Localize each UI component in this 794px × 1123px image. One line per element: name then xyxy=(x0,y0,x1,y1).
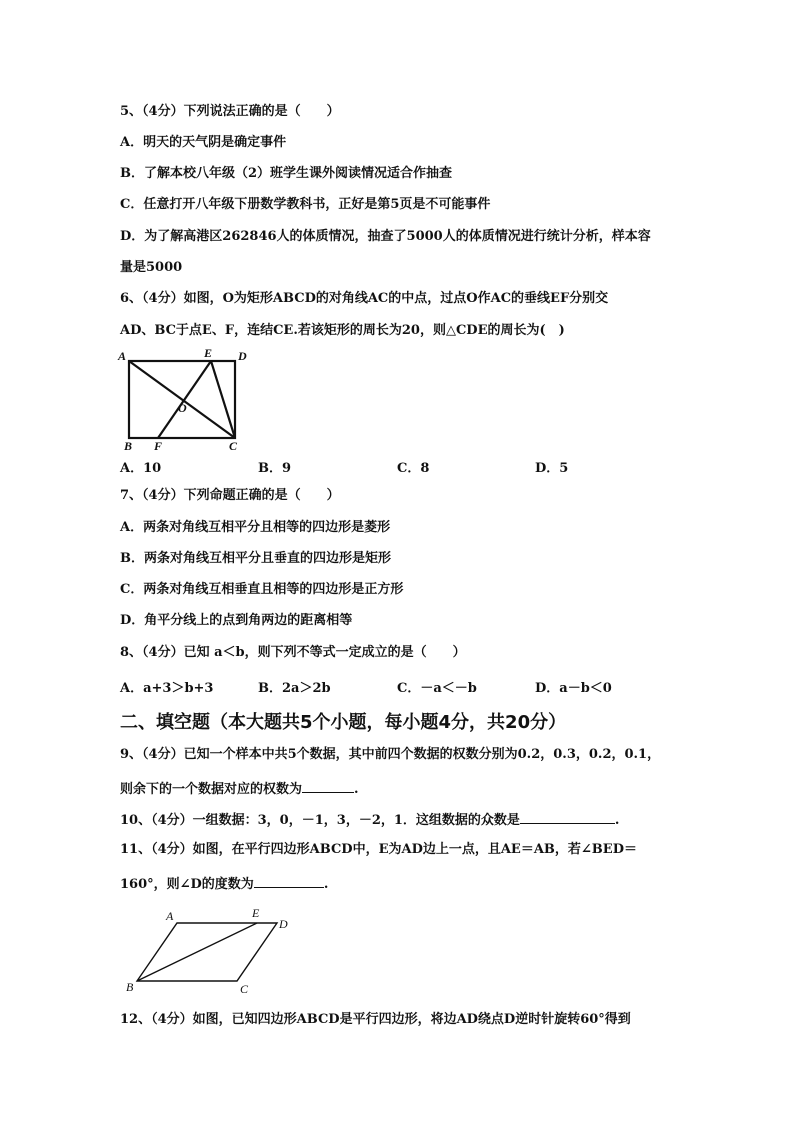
q10-answer-blank[interactable] xyxy=(520,810,615,824)
label-o: O xyxy=(178,401,187,415)
label-b: B xyxy=(126,980,134,994)
section2-heading: 二、填空题（本大题共5个小题，每小题4分，共20分） xyxy=(120,712,567,733)
q6-option-d: D．5 xyxy=(535,461,569,476)
q6-option-b: B．9 xyxy=(258,461,292,476)
q9-line2-end: . xyxy=(354,782,359,797)
q10-text: 10、（4分）一组数据：3，0，－1，3，－2，1．这组数据的众数是 xyxy=(120,813,520,828)
q9-answer-blank[interactable] xyxy=(302,779,354,793)
label-c: C xyxy=(229,439,238,452)
q11-parallelogram-figure xyxy=(120,903,300,997)
q5-option-c: C．任意打开八年级下册数学教科书，正好是第5页是不可能事件 xyxy=(120,197,491,212)
segment-ce xyxy=(211,361,235,438)
q10-end: . xyxy=(614,813,620,828)
q7-option-b: B．两条对角线互相平分且垂直的四边形是矩形 xyxy=(120,551,391,566)
q8-option-a: A．a+3＞b+3 xyxy=(120,681,214,696)
q10-line xyxy=(120,810,619,829)
q11-line1: 11、（4分）如图，在平行四边形ABCD中，E为AD边上一点，且AE＝AB，若∠BED＝ xyxy=(120,842,637,857)
q5-option-d-cont: 量是5000 xyxy=(120,260,183,275)
label-f: F xyxy=(154,439,163,452)
label-e: E xyxy=(252,906,260,920)
q6-option-a: A．10 xyxy=(120,461,162,476)
parallelogram-abcd xyxy=(137,923,277,981)
q9-line2 xyxy=(120,779,359,798)
label-d: D xyxy=(279,917,288,931)
q7-stem: 7、（4分）下列命题正确的是（ ） xyxy=(120,488,340,503)
q11-line2-end: . xyxy=(323,877,329,892)
q8-option-d: D．a－b＜0 xyxy=(535,681,612,696)
q6-option-c: C．8 xyxy=(397,461,430,476)
q6-stem-line1: 6、（4分）如图，O为矩形ABCD的对角线AC的中点，过点O作AC的垂线EF分别交 xyxy=(120,291,609,306)
q11-line2-text: 160°，则∠D的度数为 xyxy=(120,877,254,892)
label-c: C xyxy=(240,982,249,996)
label-a: A xyxy=(118,349,127,363)
segment-be xyxy=(137,923,257,981)
diagonal-ac xyxy=(129,361,235,438)
label-b: B xyxy=(124,439,133,452)
q11-answer-blank[interactable] xyxy=(254,874,324,888)
label-a: A xyxy=(166,909,174,923)
q7-option-a: A．两条对角线互相平分且相等的四边形是菱形 xyxy=(120,520,391,535)
q6-stem-line2: AD、BC于点E、F，连结CE.若该矩形的周长为20，则△CDE的周长为( ) xyxy=(120,323,565,338)
q12-line1: 12、（4分）如图，已知四边形ABCD是平行四边形，将边AD绕点D逆时针旋转60°得到 xyxy=(120,1012,631,1027)
q7-option-c: C．两条对角线互相垂直且相等的四边形是正方形 xyxy=(120,582,404,597)
segment-ef xyxy=(158,361,211,438)
label-d: D xyxy=(238,349,247,363)
q8-option-c: C．－a＜－b xyxy=(397,681,477,696)
q6-rectangle-figure xyxy=(116,346,256,452)
q9-line2-text: 则余下的一个数据对应的权数为 xyxy=(120,782,303,797)
q7-option-d: D．角平分线上的点到角两边的距离相等 xyxy=(120,613,353,628)
q5-option-a: A．明天的天气阴是确定事件 xyxy=(120,135,287,150)
q8-stem: 8、（4分）已知 a＜b，则下列不等式一定成立的是（ ） xyxy=(120,645,466,660)
q8-option-b: B．2a＞2b xyxy=(258,681,331,696)
q5-option-b: B．了解本校八年级（2）班学生课外阅读情况适合作抽查 xyxy=(120,166,453,181)
label-e: E xyxy=(204,346,213,360)
q5-stem: 5、（4分）下列说法正确的是（ ） xyxy=(120,104,340,119)
q9-line1: 9、（4分）已知一个样本中共5个数据，其中前四个数据的权数分别为0.2，0.3，0.2，0.1， xyxy=(120,747,661,762)
q11-line2 xyxy=(120,874,328,893)
q5-option-d: D．为了解高港区262846人的体质情况，抽查了5000人的体质情况进行统计分析，样本容 xyxy=(120,229,651,244)
